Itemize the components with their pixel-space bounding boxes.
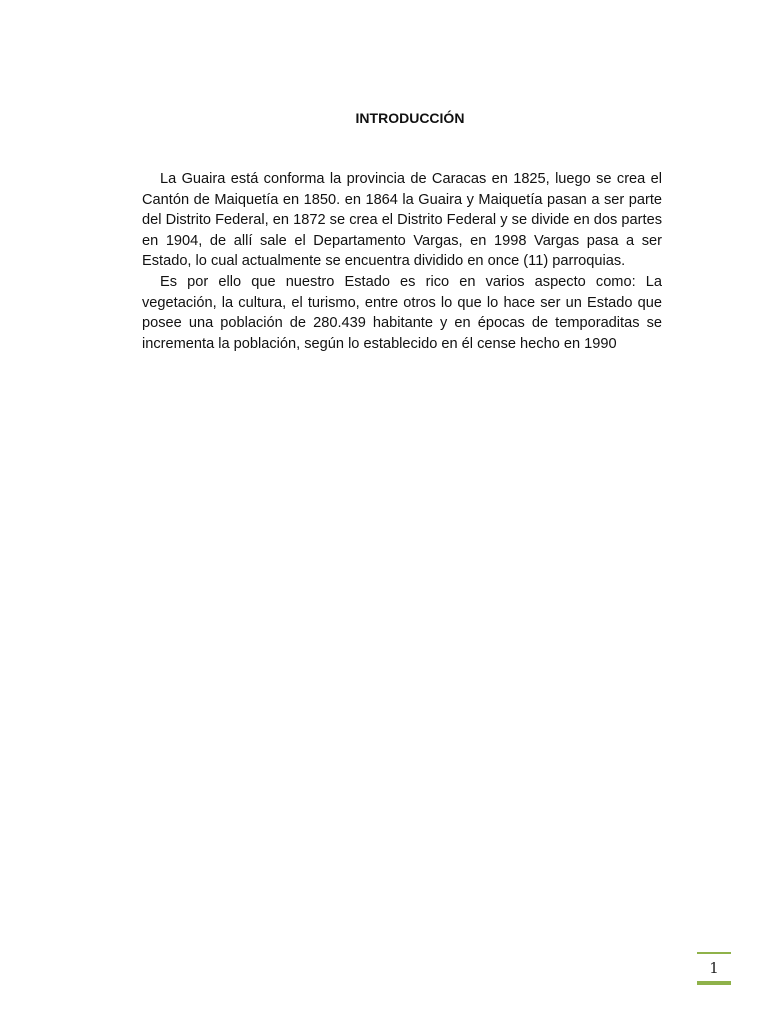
page-number-bottom-rule — [697, 981, 731, 985]
paragraph-2: Es por ello que nuestro Estado es rico en varios aspecto como: La vegetación, la cultura, el turismo, entre otros lo que lo hace ser un Estado que posee una población de 280.439 habitante y en épocas de temporaditas se incrementa la población, según lo establecido en él cense hecho en 1990 — [142, 273, 662, 352]
page-number-top-rule — [697, 952, 731, 954]
paragraph-1: La Guaira está conforma la provincia de Caracas en 1825, luego se crea el Cantón de Maiquetía en 1850. en 1864 la Guaira y Maiquetía pasan a ser parte del Distrito Federal, en 1872 se crea el Distrito Federal y se divide en dos partes en 1904, de allí sale el Departamento Vargas, en 1998 Vargas pasa a ser Estado, lo cual actualmente se encuentra dividido en once (11) parroquias. — [142, 171, 662, 270]
body-text — [142, 169, 662, 354]
page-number-box — [697, 952, 731, 985]
page-title: INTRODUCCIÓN — [355, 110, 465, 126]
page-number: 1 — [709, 959, 719, 977]
